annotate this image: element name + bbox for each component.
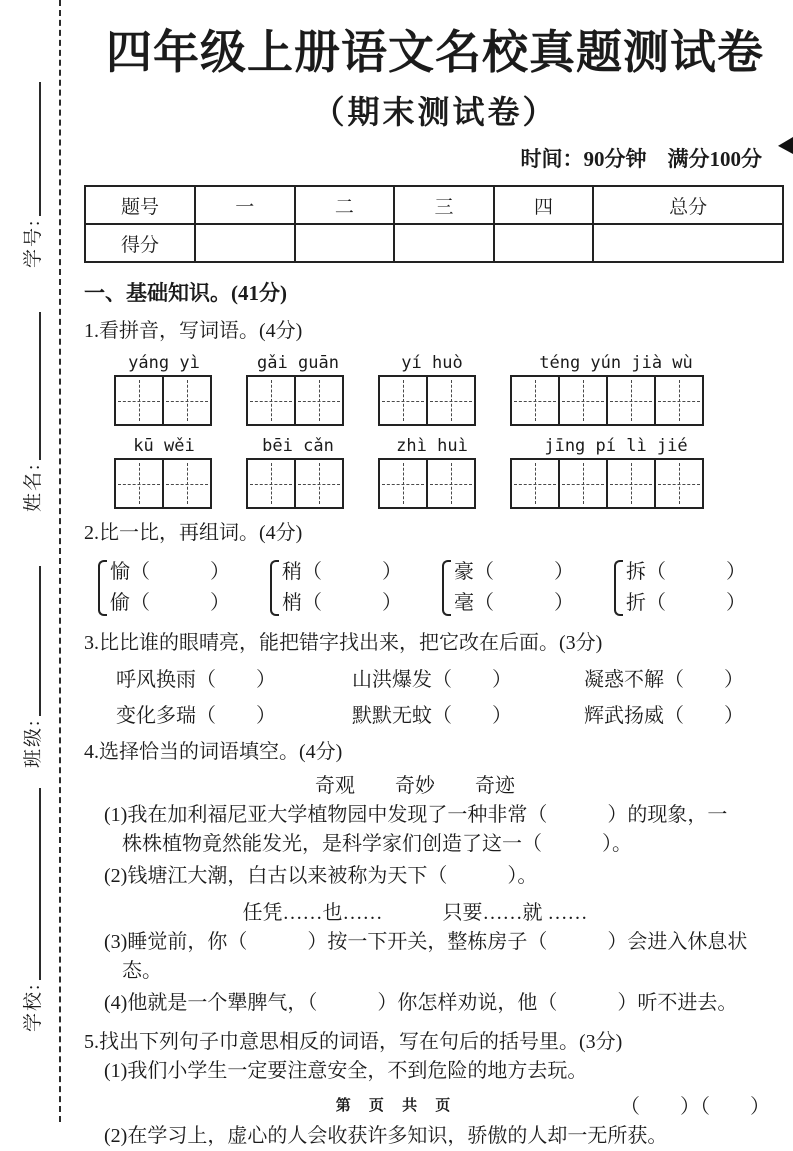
question1-label: 1.看拼音，写词语。(4分) <box>84 320 303 342</box>
seal-dashed-line <box>59 0 61 1122</box>
wrong-character-grid <box>116 663 786 728</box>
pair-bottom-entry: 偷（ ） <box>110 592 230 614</box>
writing-cell <box>654 460 702 507</box>
question4-label: 4.选择恰当的词语填空。(4分) <box>84 741 343 763</box>
q4-item4: (4)他就是一个犟脾气，（ ）你怎样劝说，他（ ）听不进去。 <box>104 992 738 1014</box>
writing-cell <box>116 377 162 424</box>
pair-bracket <box>442 560 451 616</box>
writing-box-group <box>510 458 704 509</box>
class-field <box>12 566 46 768</box>
pair-top-entry: 稍（ ） <box>282 561 402 583</box>
score-table-header-row <box>85 186 783 224</box>
pair-column <box>282 557 402 619</box>
q4-item2: (2)钱塘江大潮，白古以来被称为天下（ ）。 <box>104 865 538 887</box>
score-value-cell-5 <box>593 224 783 262</box>
pair-bottom-entry: 毫（ ） <box>454 592 574 614</box>
school-field <box>12 788 46 1032</box>
q4-item3-line1: (3)睡觉前，你（ ）按一下开关，整栋房子（ ）会进入休息状 <box>104 931 748 953</box>
q4-item1-line2: 株株植物竟然能发光，是科学家们创造了这一（ ）。 <box>122 833 632 855</box>
idiom-item-2: 山洪爆发（ ） <box>352 669 512 691</box>
pinyin-label: yí huò <box>401 353 463 373</box>
idiom-item-5: 默默无蚊（ ） <box>352 705 512 727</box>
student-number-field-fill-line <box>39 82 41 216</box>
writing-box-group <box>246 375 344 426</box>
pinyin-label: gǎi guān <box>257 353 339 373</box>
pair-top-entry: 愉（ ） <box>110 561 230 583</box>
student-number-field <box>12 82 46 268</box>
q4-item1-line1: (1)我在加利福尼亚大学植物园中发现了一种非常（ ）的现象，一 <box>104 804 728 826</box>
writing-box-row-1 <box>114 375 786 426</box>
pair-bottom-entry: 梢（ ） <box>282 592 402 614</box>
pair-column <box>454 557 574 619</box>
class-field-fill-line <box>39 566 41 716</box>
writing-cell <box>558 460 606 507</box>
pinyin-label: jīng pí lì jié <box>544 436 688 456</box>
writing-cell <box>162 377 210 424</box>
score-value-cell-3 <box>394 224 494 262</box>
score-table-col-3: 三 <box>394 186 494 224</box>
word-bank-2: 任凭……也…… 只要……就 …… <box>242 902 588 924</box>
pair-top-entry: 豪（ ） <box>454 561 574 583</box>
writing-box-group <box>246 458 344 509</box>
writing-box-group <box>510 375 704 426</box>
exam-sheet <box>84 0 786 1151</box>
student-number-field-label: 学号: <box>23 218 45 268</box>
score-table-col-5: 总分 <box>593 186 783 224</box>
writing-cell <box>426 460 474 507</box>
student-name-field <box>12 312 46 512</box>
writing-box-group <box>378 375 476 426</box>
question2-label: 2.比一比，再组词。(4分) <box>84 522 303 544</box>
score-table-col-1: 一 <box>195 186 295 224</box>
score-row-label-cell: 得分 <box>85 224 195 262</box>
word-pair-1 <box>98 557 270 619</box>
question5-label: 5.找出下列句子巾意思相反的词语，写在句后的括号里。(3分) <box>84 1031 623 1053</box>
student-name-field-fill-line <box>39 312 41 460</box>
writing-box-group <box>114 375 212 426</box>
pinyin-writing-area <box>84 353 786 509</box>
writing-cell <box>512 460 558 507</box>
q5-item1: (1)我们小学生一定要注意安全，不到危险的地方去玩。 <box>104 1060 588 1082</box>
idiom-item-4: 变化多瑞（ ） <box>116 705 276 727</box>
pair-column <box>626 557 746 619</box>
writing-cell <box>162 460 210 507</box>
time-and-score-meta: 时间：90分钟 满分100分 <box>520 147 762 171</box>
page-title: 四年级上册语文名校真题测试卷 <box>106 26 764 78</box>
school-field-label: 学校: <box>23 982 45 1032</box>
writing-cell <box>426 377 474 424</box>
pair-bracket <box>98 560 107 616</box>
word-pair-4 <box>614 557 786 619</box>
word-pair-2 <box>270 557 442 619</box>
writing-cell <box>606 377 654 424</box>
writing-cell <box>380 460 426 507</box>
idiom-item-3: 凝惑不解（ ） <box>584 669 744 691</box>
pair-bottom-entry: 折（ ） <box>626 592 746 614</box>
class-field-label: 班级: <box>23 718 45 768</box>
score-value-cell-1 <box>195 224 295 262</box>
pinyin-row-1 <box>114 353 786 373</box>
score-value-cell-4 <box>494 224 594 262</box>
word-bank-1: 奇观 奇妙 奇迹 <box>315 775 515 797</box>
pinyin-label: zhì huì <box>396 436 468 456</box>
pair-bracket <box>614 560 623 616</box>
writing-cell <box>654 377 702 424</box>
pair-bracket <box>270 560 279 616</box>
pinyin-label: yáng yì <box>128 353 200 373</box>
pair-top-entry: 拆（ ） <box>626 561 746 583</box>
score-value-cell-2 <box>295 224 395 262</box>
score-table-col-2: 二 <box>295 186 395 224</box>
pinyin-label: téng yún jià wù <box>539 353 693 373</box>
writing-cell <box>558 377 606 424</box>
q5-item2: (2)在学习上，虚心的人会收获许多知识，骄傲的人却一无所获。 <box>104 1125 668 1147</box>
score-table <box>84 185 784 263</box>
section1-heading: 一、基础知识。(41分) <box>84 281 287 305</box>
word-pair-row <box>98 557 786 619</box>
page-footer: 第 页 共 页 <box>335 1097 458 1114</box>
writing-cell <box>380 377 426 424</box>
idiom-item-6: 辉武扬威（ ） <box>584 705 744 727</box>
writing-cell <box>116 460 162 507</box>
writing-cell <box>248 460 294 507</box>
score-table-score-row <box>85 224 783 262</box>
word-pair-3 <box>442 557 614 619</box>
writing-box-row-2 <box>114 458 786 509</box>
writing-box-group <box>114 458 212 509</box>
score-table-corner-cell: 题号 <box>85 186 195 224</box>
q4-item3-line2: 态。 <box>122 960 162 982</box>
pinyin-label: bēi cǎn <box>262 436 334 456</box>
writing-cell <box>294 460 342 507</box>
writing-cell <box>512 377 558 424</box>
writing-box-group <box>378 458 476 509</box>
writing-cell <box>294 377 342 424</box>
pinyin-row-2 <box>114 436 786 456</box>
page-subtitle: （期末测试卷） <box>312 94 558 130</box>
writing-cell <box>248 377 294 424</box>
score-table-col-4: 四 <box>494 186 594 224</box>
question3-label: 3.比比谁的眼晴亮，能把错字找出来，把它改在后面。(3分) <box>84 632 603 654</box>
idiom-item-1: 呼风换雨（ ） <box>116 669 276 691</box>
student-name-field-label: 姓名: <box>23 462 45 512</box>
pinyin-label: kū wěi <box>133 436 195 456</box>
writing-cell <box>606 460 654 507</box>
pair-column <box>110 557 230 619</box>
school-field-fill-line <box>39 788 41 980</box>
q5-item1-answer-blanks: （ ）（ ） <box>620 1096 770 1118</box>
